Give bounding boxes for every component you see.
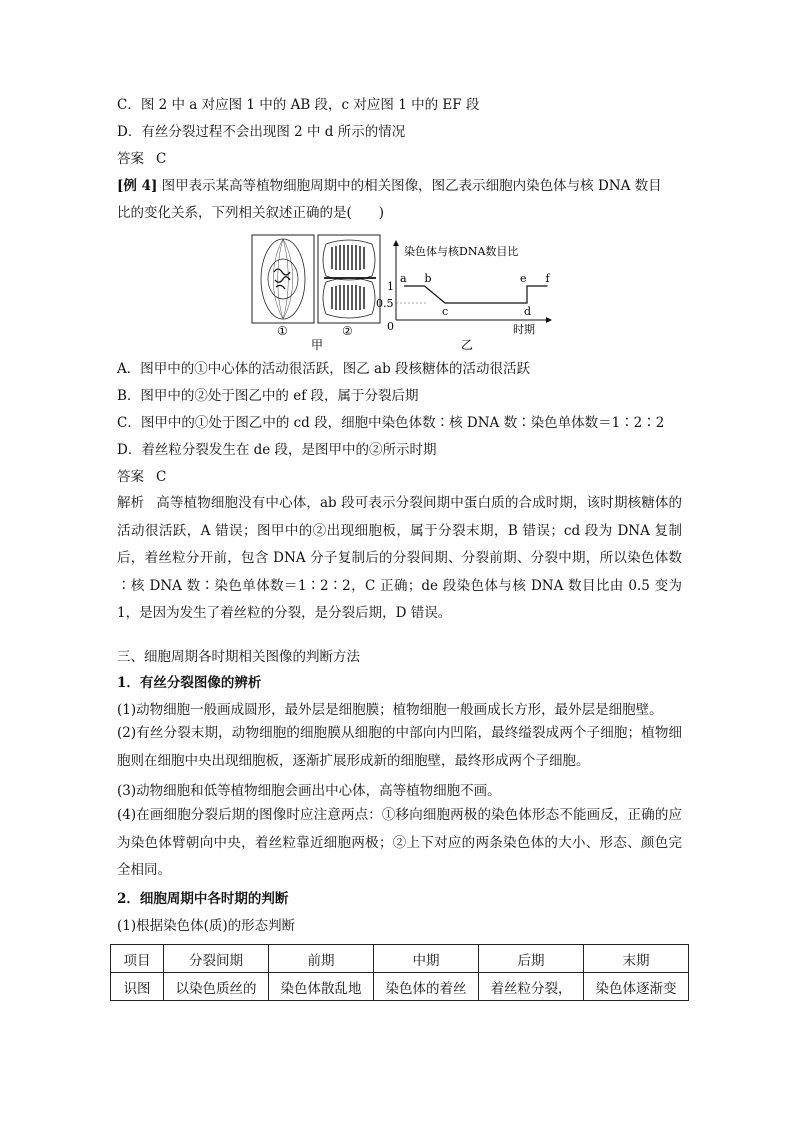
example-text-1: 图甲表示某高等植物细胞周期中的相关图像，图乙表示细胞内染色体与核 DNA 数目	[157, 178, 662, 194]
point-label-d: d	[524, 305, 532, 318]
point-4: (4)在画细胞分裂后期的图像时应注意两点：①移向细胞两极的染色体形态不能画反，正确的应为染色体臂朝向中央，着丝粒靠近细胞两极；②上下对应的两条染色体的大小、形态、颜色完全相同。	[117, 807, 682, 878]
analysis-paragraph	[117, 490, 682, 628]
cell-2-image	[318, 235, 380, 323]
point-label-f: f	[545, 272, 550, 285]
option-b: B．图甲中的②处于图乙中的 ef 段，属于分裂后期	[117, 388, 419, 404]
option-a: A．图甲中的①中心体的活动很活跃，图乙 ab 段核糖体的活动很活跃	[117, 361, 531, 377]
y-tick-label: 0	[387, 320, 394, 333]
example-4-line-2: 比的变化关系，下列相关叙述正确的是( )	[117, 205, 385, 221]
answer-label: 答案	[117, 151, 144, 167]
table-cell: 后期	[479, 945, 584, 973]
y-axis-arrow	[393, 240, 399, 246]
table-cell: 染色体逐渐变	[584, 973, 689, 1001]
chart-title: 染色体与核DNA数目比	[404, 245, 519, 258]
figure-svg	[248, 232, 558, 354]
point-label-a: a	[400, 272, 407, 285]
ratio-line	[404, 286, 548, 303]
example-4-line-1	[117, 176, 662, 196]
option-d: D．着丝粒分裂发生在 de 段，是图甲中的②所示时期	[117, 442, 437, 458]
table-row	[111, 973, 689, 1001]
point-5: (1)根据染色体(质)的形态判断	[117, 918, 296, 934]
table-cell: 识图	[111, 973, 164, 1001]
table-cell: 着丝粒分裂，	[479, 973, 584, 1001]
section-3-heading: 三、细胞周期各时期相关图像的判断方法	[117, 649, 360, 665]
label-yi: 乙	[461, 338, 474, 352]
table-header-row	[111, 945, 689, 973]
table-cell: 以染色质丝的	[164, 973, 269, 1001]
answer	[117, 467, 166, 487]
y-tick-label: 0.5	[376, 297, 394, 310]
point-label-b: b	[424, 272, 432, 285]
table-cell: 项目	[111, 945, 164, 973]
subsection-1-heading: 1．有丝分裂图像的辨析	[117, 675, 262, 691]
point-3: (3)动物细胞和低等植物细胞会画出中心体，高等植物细胞不画。	[117, 783, 501, 799]
option-c-previous: C．图 2 中 a 对应图 1 中的 AB 段，c 对应图 1 中的 EF 段	[117, 97, 480, 113]
answer-value: C	[156, 151, 167, 167]
point-2: (2)有丝分裂末期，动物细胞的细胞膜从细胞的中部向内凹陷，最终缢裂成两个子细胞；植物细胞则在细胞中央出现细胞板，逐渐扩展形成新的细胞壁，最终形成两个子细胞。	[117, 725, 682, 769]
table-cell: 染色体散乱地	[269, 973, 374, 1001]
y-tick-label: 1	[387, 280, 394, 293]
analysis-label: 解析	[117, 495, 145, 511]
table-cell: 分裂间期	[164, 945, 269, 973]
option-d-previous: D．有丝分裂过程不会出现图 2 中 d 所示的情况	[117, 124, 406, 140]
label-cell-2: ②	[342, 324, 353, 338]
table-cell: 中期	[374, 945, 479, 973]
label-cell-1: ①	[277, 324, 288, 338]
phase-table	[110, 944, 689, 1001]
example-figure	[248, 232, 558, 354]
x-axis-label: 时期	[513, 323, 535, 336]
table-cell: 染色体的着丝	[374, 973, 479, 1001]
point-label-e: e	[520, 272, 527, 285]
subsection-2-heading: 2．细胞周期中各时期的判断	[117, 891, 289, 907]
option-c: C．图甲中的①处于图乙中的 cd 段，细胞中染色体数∶核 DNA 数∶染色单体数＝1∶2∶2	[117, 415, 665, 431]
table-cell: 末期	[584, 945, 689, 973]
point-1: (1)动物细胞一般画成圆形，最外层是细胞膜；植物细胞一般画成长方形，最外层是细胞壁。	[117, 702, 663, 718]
label-jia: 甲	[311, 338, 324, 352]
cell-1-image	[252, 235, 314, 323]
answer-value: C	[156, 469, 167, 485]
example-tag: [例 4]	[117, 178, 158, 194]
answer-previous	[117, 149, 166, 169]
table-cell: 前期	[269, 945, 374, 973]
analysis-text: 高等植物细胞没有中心体，ab 段可表示分裂间期中蛋白质的合成时期，该时期核糖体的活动很活跃，A 错误；图甲中的②出现细胞板，属于分裂末期，B 错误；cd 段为 DNA 复制后，着丝粒分开前，包含 DNA 分子复制后的分裂间期、分裂前期、分裂中期，所以染色体数∶核 DNA 数∶染色单体数＝1∶2∶2，C 正确；de 段染色体与核 DNA 数目比由 0.5 变为 1，是因为发生了着丝粒的分裂，是分裂后期，D 错误。	[117, 495, 683, 621]
x-axis-arrow	[546, 317, 552, 323]
point-label-c: c	[442, 305, 449, 318]
answer-label: 答案	[117, 469, 144, 485]
